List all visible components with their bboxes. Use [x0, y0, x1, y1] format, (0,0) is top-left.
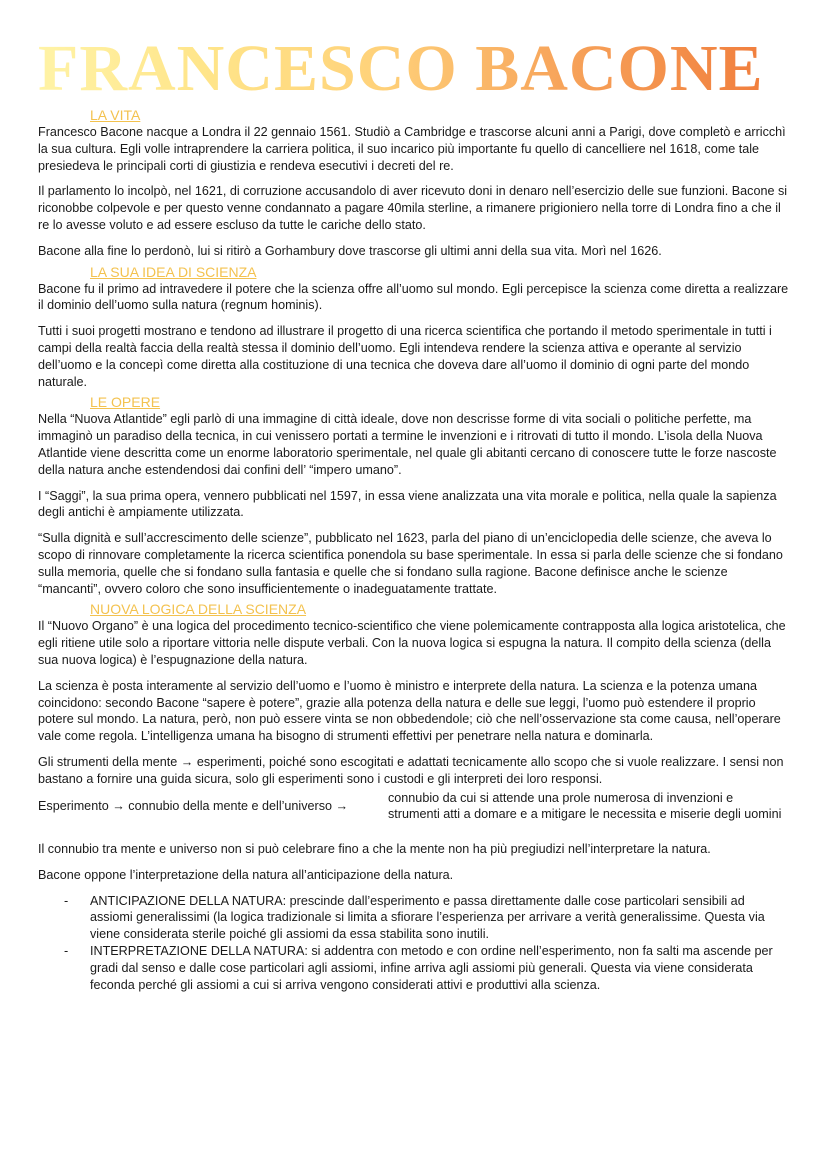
- paragraph: Bacone fu il primo ad intravedere il potere che la scienza offre all’uomo sul mondo. Egli percepisce la scienza come diretta a realizzare il dominio dell’uomo sulla natura (regnum hominis).: [38, 281, 789, 313]
- paragraph: Nella “Nuova Atlantide” egli parlò di una immagine di città ideale, dove non descrisse forme di vita sociali o politiche perfette, ma immaginò un paradiso della tecnica, in cui venissero portati a termine le invenzioni e i ritrovati di tutto il mondo. L’isola della Nuova Atlantide viene descritta come un enorme laboratorio sperimentale, nel quale gli abitanti cercano di conoscere tutte le forze nascoste della natura anche estendendosi dai confini dell’ “impero umano”.: [38, 412, 777, 477]
- paragraph: Tutti i suoi progetti mostrano e tendono ad illustrare il progetto di una ricerca scientifica che portando il metodo sperimentale in tutti i campi della realtà faccia della realtà stessa il dominio dell’uomo. Egli intendeva rendere la scienza attiva e operante al servizio dell’uomo e la concepì come diretta alla costituzione di una tecnica che doveva dare all’uomo il dominio di ogni parte del mondo naturale.: [38, 324, 772, 389]
- paragraph: Il connubio tra mente e universo non si può celebrare fino a che la mente non ha più pregiudizi nell’interpretare la natura.: [38, 842, 711, 857]
- paragraph: Bacone oppone l’interpretazione della natura all’anticipazione della natura.: [38, 867, 454, 882]
- page-title: FRANCESCO BACONE: [38, 36, 790, 108]
- document-page: [38, 32, 790, 993]
- heading-le-opere: LE OPERE: [90, 394, 161, 411]
- paragraph: La scienza è posta interamente al servizio dell’uomo e l’uomo è ministro e interprete della natura. La scienza e la potenza umana coincidono: secondo Bacone “sapere è potere”, grazie alla potenza della natura e delle sue leggi, l’uomo può estendere il proprio potere sul mondo. La natura, però, non può essere vinta se non obbedendole; ciò che nell’osservazione sta come causa, nell’operare vale come regola. L’intelligenza umana ha bisogno di strumenti effettivi per penetrare nella natura e dominarla.: [38, 678, 781, 744]
- paragraph: “Sulla dignità e sull’accrescimento delle scienze”, pubblicato nel 1623, parla del piano di un’enciclopedia delle scienze, che aveva lo scopo di rinnovare completamente la ricerca scientifica ponendola su base sperimentale. In essa si parla delle scienze che si fondano sulla memoria, quelle che si fondano sulla fantasia e quelle che si fondano sulla ragione. Bacone definisce anche le scienze “mancanti”, ovvero coloro che sono insufficientemente o inadeguatamente trattate.: [38, 531, 783, 596]
- bullet-list: [38, 893, 790, 994]
- paragraph: Francesco Bacone nacque a Londra il 22 gennaio 1561. Studiò a Cambridge e trascorse alcuni anni a Parigi, dove completò e arricchì la sua cultura. Egli volle intraprendere la carriera politica, il suo incarico più importante fu quello di cancelliere nel 1618, come tale presiedeva le principali corti di giustizia e rendeva esecutivi i decreti del re.: [38, 125, 786, 173]
- paragraph: Il “Nuovo Organo” è una logica del procedimento tecnico-scientifico che viene polemicamente contrapposta alla logica aristotelica, che egli ritiene utile solo a riportare vittoria nelle dispute verbali. Con la nuova logica si espugna la natura. Il compito della scienza (della sua nuova logica) è l’espugnazione della natura.: [38, 619, 786, 667]
- list-item: [38, 943, 790, 993]
- paragraph: I “Saggi”, la sua prima opera, vennero pubblicati nel 1597, in essa viene analizzata una vita morale e politica, nella quale la sapienza degli antichi è ampiamente utilizzata.: [38, 488, 777, 520]
- heading-nuova-logica: NUOVA LOGICA DELLA SCIENZA: [90, 601, 307, 618]
- heading-idea-di-scienza: LA SUA IDEA DI SCIENZA: [90, 263, 257, 280]
- list-item: [38, 893, 790, 943]
- list-item-text: ANTICIPAZIONE DELLA NATURA: prescinde dall’esperimento e passa direttamente dalle cose particolari sensibili ad assiomi generalissimi (la logica tradizionale si limita a sfiorare l’esperienza per arrivare a verità generalissime. Questa via viene considerata sterile poiché gli assiomi da essa stabilita sono inutili.: [90, 893, 765, 942]
- experiment-left-text: Esperimento → connubio della mente e dell’universo →: [38, 798, 349, 813]
- experiment-diagram: [38, 790, 790, 824]
- list-item-text: INTERPRETAZIONE DELLA NATURA: si addentra con metodo e con ordine nell’esperimento, non fa salti ma ascende per gradi dal senso e dalle cose particolari agli assiomi, infine arriva agli assiomi più generali. Questa via viene considerata feconda perché gli assiomi a cui si arriva vengono considerati attivi e produttivi alla scienza.: [90, 944, 773, 992]
- paragraph: Il parlamento lo incolpò, nel 1621, di corruzione accusandolo di aver ricevuto doni in denaro nell’esercizio delle sue funzioni. Bacone si riconobbe colpevole e per questo venne condannato a pagare 40mila sterline, a rimanere prigioniero nella torre di Londra fino a che il re lo avesse voluto e ad essere escluso da tutte le cariche dello stato.: [38, 184, 788, 232]
- heading-la-vita: LA VITA: [90, 107, 141, 123]
- experiment-right-text: connubio da cui si attende una prole numerosa di invenzioni e strumenti atti a domare e a mitigare le necessita e miserie degli uomini: [388, 790, 782, 822]
- dash-bullet: -: [64, 944, 69, 959]
- paragraph: Gli strumenti della mente → esperimenti, poiché sono escogitati e adattati tecnicamente allo scopo che si vuole realizzare. I sensi non bastano a fornire una guida sicura, solo gli esperimenti sono i custodi e gli interpreti dei loro responsi.: [38, 754, 784, 786]
- dash-bullet: -: [64, 893, 69, 908]
- paragraph: Bacone alla fine lo perdonò, lui si ritirò a Gorhambury dove trascorse gli ultimi anni della sua vita. Morì nel 1626.: [38, 243, 662, 258]
